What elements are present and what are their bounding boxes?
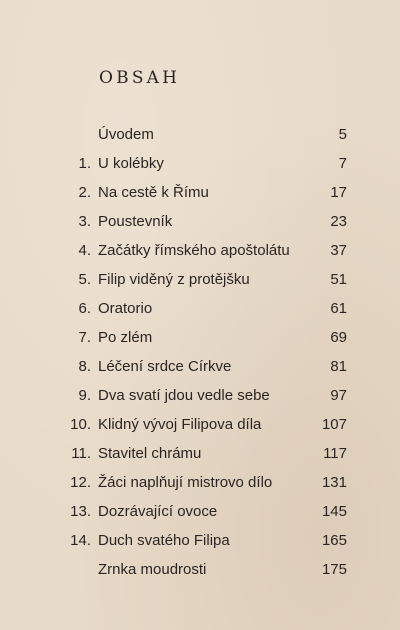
toc-entry-wisdom — [0, 555, 400, 584]
entry-number: 5. — [78, 271, 91, 288]
entry-title: U kolébky — [98, 155, 164, 172]
entry-title: Dozrávající ovoce — [98, 503, 218, 520]
entry-number: 10. — [70, 416, 91, 433]
entry-title: Začátky římského apoštolátu — [98, 242, 290, 259]
entry-page: 23 — [330, 213, 347, 230]
entry-number: 8. — [78, 358, 91, 375]
entry-title: Klidný vývoj Filipova díla — [98, 416, 262, 433]
entry-title: Duch svatého Filipa — [98, 532, 230, 549]
toc-entry-intro — [0, 120, 400, 149]
table-of-contents — [0, 120, 400, 584]
entry-number: 4. — [78, 242, 91, 259]
toc-entry-1 — [0, 149, 400, 178]
entry-title: Zrnka moudrosti — [98, 561, 207, 578]
entry-page: 17 — [330, 184, 347, 201]
toc-entry-9 — [0, 381, 400, 410]
entry-number: 11. — [71, 445, 91, 462]
entry-page: 51 — [330, 271, 347, 288]
entry-number: 3. — [78, 213, 91, 230]
toc-entry-14 — [0, 526, 400, 555]
toc-entry-6 — [0, 294, 400, 323]
entry-page: 7 — [338, 155, 347, 172]
entry-page: 81 — [330, 358, 347, 375]
toc-entry-7 — [0, 323, 400, 352]
entry-page: 69 — [330, 329, 347, 346]
toc-entry-10 — [0, 410, 400, 439]
entry-number: 14. — [70, 532, 91, 549]
page-title: OBSAH — [99, 68, 181, 88]
entry-number: 6. — [78, 300, 91, 317]
entry-title: Oratorio — [98, 300, 153, 317]
entry-page: 131 — [321, 474, 347, 491]
entry-page: 37 — [330, 242, 347, 259]
entry-number: 13. — [70, 503, 91, 520]
entry-page: 107 — [321, 416, 347, 433]
toc-entry-8 — [0, 352, 400, 381]
entry-title: Žáci naplňují mistrovo dílo — [98, 474, 273, 491]
entry-number: 12. — [70, 474, 91, 491]
entry-number: 9. — [78, 387, 91, 404]
toc-entry-2 — [0, 178, 400, 207]
toc-entry-12 — [0, 468, 400, 497]
entry-title: Na cestě k Římu — [98, 184, 209, 201]
entry-page: 97 — [330, 387, 347, 404]
toc-entry-3 — [0, 207, 400, 236]
toc-entry-4 — [0, 236, 400, 265]
toc-entry-5 — [0, 265, 400, 294]
entry-title: Po zlém — [98, 329, 153, 346]
entry-title: Dva svatí jdou vedle sebe — [98, 387, 270, 404]
entry-title: Léčení srdce Církve — [98, 358, 232, 375]
entry-number: 7. — [78, 329, 91, 346]
entry-title: Stavitel chrámu — [98, 445, 202, 462]
entry-title: Filip viděný z protějšku — [98, 271, 250, 288]
entry-page: 61 — [330, 300, 347, 317]
entry-page: 165 — [321, 532, 347, 549]
entry-title: Úvodem — [98, 126, 154, 143]
entry-page: 145 — [321, 503, 347, 520]
entry-page: 175 — [321, 561, 347, 578]
entry-page: 117 — [323, 445, 347, 462]
entry-title: Poustevník — [98, 213, 173, 230]
entry-number: 1. — [78, 155, 91, 172]
toc-entry-13 — [0, 497, 400, 526]
entry-page: 5 — [338, 126, 347, 143]
entry-number: 2. — [78, 184, 91, 201]
toc-entry-11 — [0, 439, 400, 468]
